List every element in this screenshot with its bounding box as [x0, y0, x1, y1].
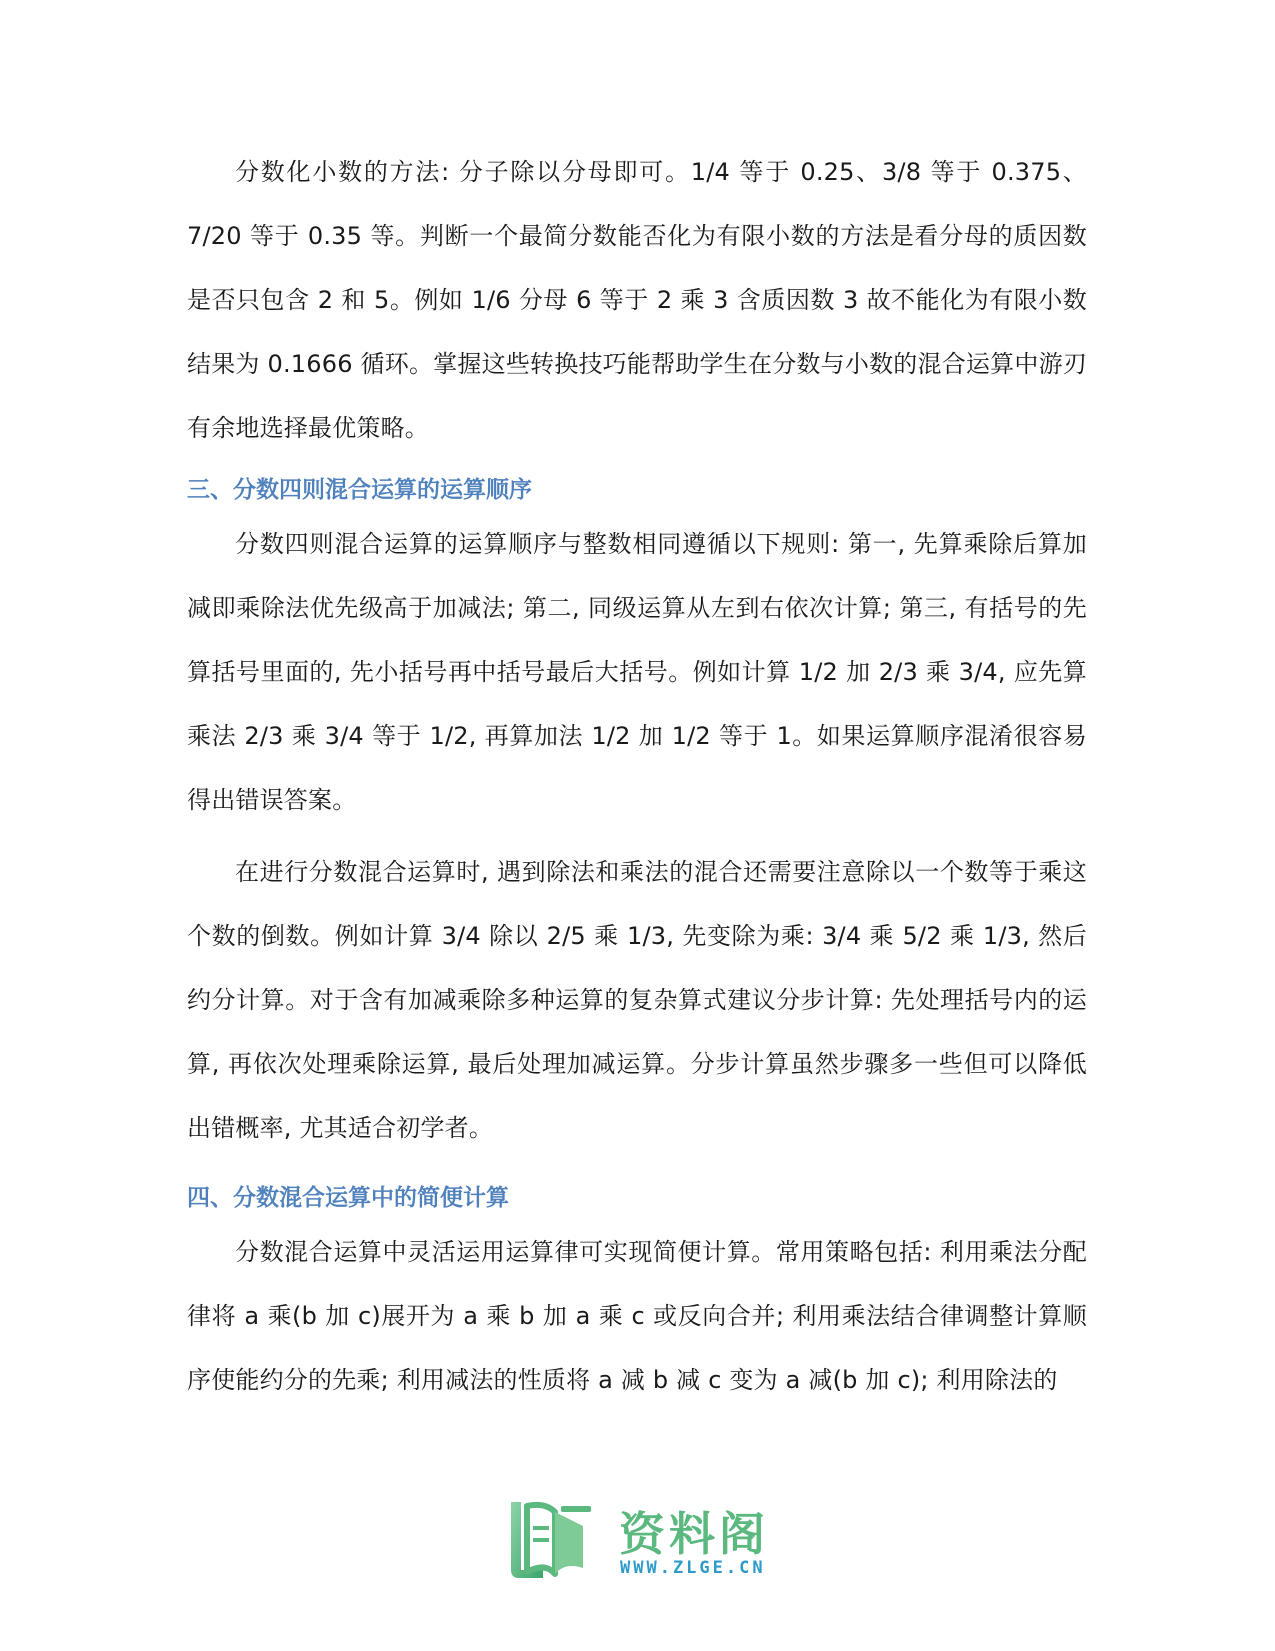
footer-logo — [493, 1496, 783, 1586]
section-heading-simplified-calculation: 四、分数混合运算中的简便计算 — [187, 1185, 509, 1211]
book-logo-icon — [493, 1496, 613, 1586]
document-body — [187, 140, 1087, 1412]
paragraph-division-multiplication: 在进行分数混合运算时, 遇到除法和乘法的混合还需要注意除以一个数等于乘这个数的倒数。例如计算 3/4 除以 2/5 乘 1/3, 先变除为乘: 3/4 乘 5/2 乘 1/3, 然后约分计算。对于含有加减乘除多种运算的复杂算式建议分步计算: 先处理括号内的运算, 再依次处理乘除运算, 最后处理加减运算。分步计算虽然步骤多一些但可以降低出错概率, 尤其适合初学者。 — [187, 858, 1087, 1142]
paragraph-operation-laws: 分数混合运算中灵活运用运算律可实现简便计算。常用策略包括: 利用乘法分配律将 a 乘(b 加 c)展开为 a 乘 b 加 a 乘 c 或反向合并; 利用乘法结合律调整计算顺序使能约分的先乘; 利用减法的性质将 a 减 b 减 c 变为 a 减(b 加 c); 利用除法的 — [187, 1238, 1087, 1394]
section-heading-order-of-operations: 三、分数四则混合运算的运算顺序 — [187, 477, 532, 503]
logo-text: 资料阁 — [619, 1507, 769, 1561]
logo-url: WWW.ZLGE.CN — [620, 1558, 766, 1578]
paragraph-order-rules: 分数四则混合运算的运算顺序与整数相同遵循以下规则: 第一, 先算乘除后算加减即乘除法优先级高于加减法; 第二, 同级运算从左到右依次计算; 第三, 有括号的先算括号里面的, 先小括号再中括号最后大括号。例如计算 1/2 加 2/3 乘 3/4, 应先算乘法 2/3 乘 3/4 等于 1/2, 再算加法 1/2 加 1/2 等于 1。如果运算顺序混淆很容易得出错误答案。 — [187, 530, 1087, 814]
paragraph-fraction-to-decimal: 分数化小数的方法: 分子除以分母即可。1/4 等于 0.25、3/8 等于 0.375、7/20 等于 0.35 等。判断一个最简分数能否化为有限小数的方法是看分母的质因数是否只包含 2 和 5。例如 1/6 分母 6 等于 2 乘 3 含质因数 3 故不能化为有限小数结果为 0.1666 循环。掌握这些转换技巧能帮助学生在分数与小数的混合运算中游刃有余地选择最优策略。 — [187, 158, 1087, 442]
